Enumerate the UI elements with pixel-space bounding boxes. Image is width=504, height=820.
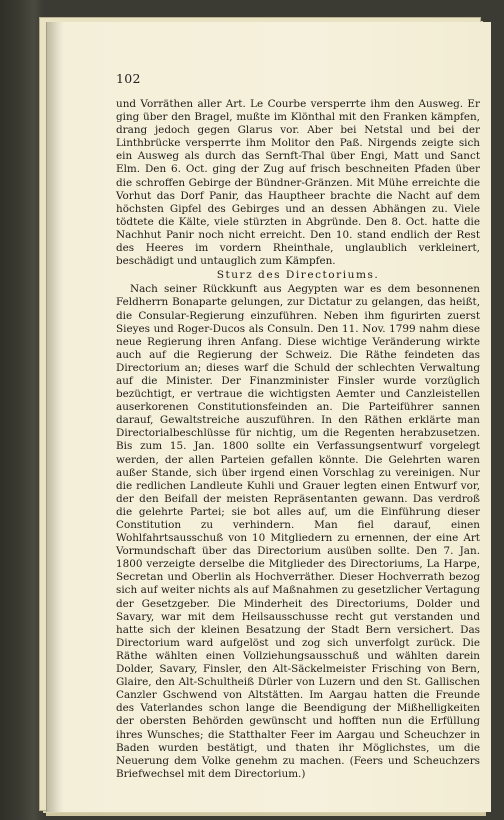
page-number: 102 xyxy=(116,71,141,86)
spine-shadow xyxy=(46,22,64,812)
section-heading: Sturz des Directoriums. xyxy=(216,269,380,282)
paragraph-1: und Vorräthen aller Art. Le Courbe versperrte ihm den Ausweg. Er ging über den Bragel, mußte im Klönthal mit den Franken kämpfen, drang jedoch gegen Glarus vor. Aber bei Netstal und bei der Linthbrücke versperrte ihm Molitor den Paß. Nirgends zeigte sich ein Ausweg als durch das Sernft-Thal über Engi, Matt und Sanct Elm. Den 6. Oct. ging der Zug auf frisch beschneiten Pfaden über die schroffen Gebirge der Bündner-Gränzen. Mit Mühe erreichte die Vorhut das Dorf Panir, das Hauptheer brachte die Nacht auf dem höchsten Gipfel des Gebirges und an dessen Abhängen zu. Viele tödtete die Kälte, viele stürzten in Abgründe. Den 8. Oct. hatte die Nachhut Panir noch nicht erreicht. Den 10. stand endlich der Rest des Heeres im vordern Rheinthale, unglaublich verkleinert, beschädigt und untauglich zum Kämpfen. xyxy=(116,98,480,268)
page-text xyxy=(116,98,480,781)
paragraph-2: Nach seiner Rückkunft aus Aegypten war es dem besonnenen Feldherrn Bonaparte gelungen, zur Dictatur zu gelangen, das heißt, die Consular-Regierung einzuführen. Neben ihm figurirten zuerst Sieyes und Roger-Ducos als Consuln. Den 11. Nov. 1799 nahm diese neue Regierung ihren Anfang. Diese wichtige Veränderung wirkte auch auf die Regierung der Schweiz. Die Räthe feindeten das Directorium an; dieses warf die Schuld der schlechten Verwaltung auf die Minister. Der Finanzminister Finsler wurde vorzüglich bezüchtigt, er vertraue die wichtigsten Aemter und Canzleistellen auserkorenen Constitutionsfeinden an. Die Parteiführer sannen darauf, Gewaltstreiche auszuführen. In den Räthen erklärte man Directorialbeschlüsse für nichtig, um die Regenten herabzusetzen. Bis zum 15. Jan. 1800 sollte ein Verfassungsentwurf vorgelegt werden, der allen Parteien gefallen könnte. Die Gelehrten waren außer Stande, sich über irgend einen Vorschlag zu vereinigen. Nur die redlichen Landleute Kuhli und Grauer legten einen Entwurf vor, der den Beifall der meisten Repräsentanten gewann. Das verdroß die gelehrte Partei; sie bot alles auf, um die Einführung dieser Constitution zu verhindern. Man fiel darauf, einen Wohlfahrtsausschuß von 10 Mitgliedern zu ernennen, der eine Art Vormundschaft über das Directorium ausüben sollte. Den 7. Jan. 1800 verzeigte derselbe die Mitglieder des Directoriums, La Harpe, Secretan und Oberlin als Hochverräther. Dieser Hochverrath bezog sich auf weiter nichts als auf Maßnahmen zu gesetzlicher Vertagung der Gesetzgeber. Die Minderheit des Directoriums, Dolder und Savary, war mit dem Heilsausschusse recht gut verstanden und hatte sich der kleinen Besatzung der Stadt Bern versichert. Das Directorium ward aufgelöst und zog sich unverfolgt zurück. Die Räthe wählten einen Vollziehungsausschuß und wählten darein Dolder, Savary, Finsler, den Alt-Säckelmeister Frisching von Bern, Glaire, den Alt-Schultheiß Dürler von Luzern und den St. Gallischen Canzler Gschwend von Altstätten. Im Aargau hatten die Freunde des Vaterlandes schon lange die Beendigung der Mißhelligkeiten der obersten Behörden gewünscht und hofften nun die Erfüllung ihres Wunsches; die Statthalter Feer im Aargau und Scheuchzer in Baden wurden bestätigt, und thaten ihr Möglichstes, um die Neuerung dem Volke genehm zu machen. (Feers und Scheuchzers Briefwechsel mit dem Directorium.) xyxy=(116,283,480,780)
